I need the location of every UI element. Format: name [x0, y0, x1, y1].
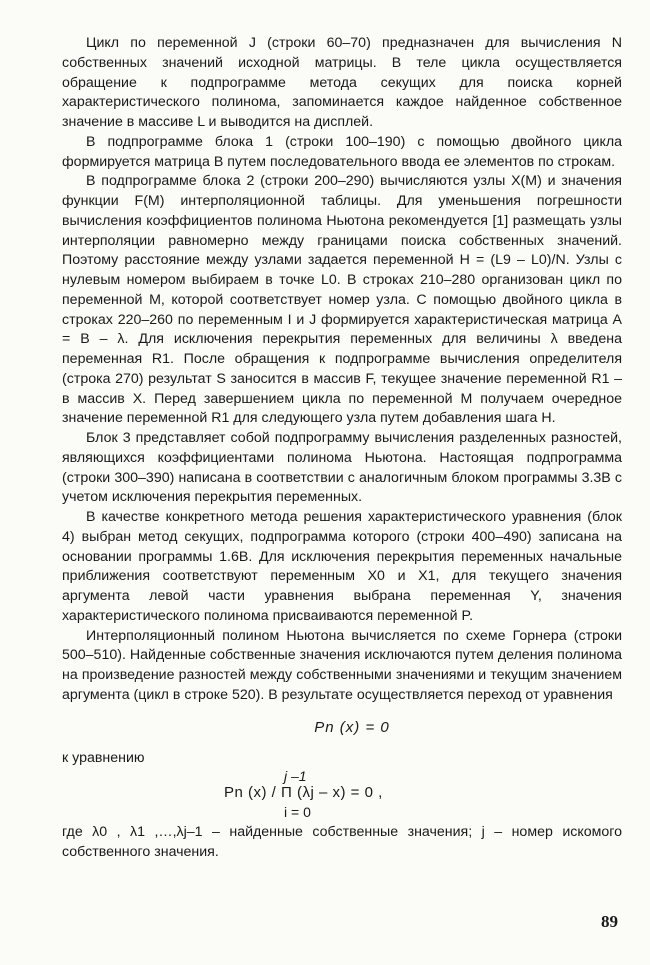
equation-polynomial: Pn (x) = 0 — [314, 718, 390, 736]
closing-text: где λ0 , λ1 ,…,λj–1 – найденные собственные значения; j – номер искомого собственного значения. — [62, 824, 622, 860]
paragraph-6: Интерполяционный полином Ньютона вычисляется по схеме Горнера (строки 500–510). Найденные собственные значения исключаются путем деления полинома на произведение разностей между собственными значениями и текущим значением аргумента (цикл в строке 520). В результате осуществляется переход от уравнения — [62, 627, 622, 703]
equation-deflated — [62, 769, 622, 821]
paragraph-2: В подпрограмме блока 1 (строки 100–190) с помощью двойного цикла формируется матрица B путем последовательного ввода ее элементов по строкам. — [62, 133, 622, 170]
product-upper-limit: j –1 — [284, 768, 307, 784]
paragraph-5: В качестве конкретного метода решения характеристического уравнения (блок 4) выбран метод секущих, подпрограмма которого (строки 400–490) записана на основании программы 1.6В. Для исключения перекрытия переменных начальные приближения соответствуют переменным X0 и X1, для текущего значения аргумента левой части уравнения выбрана переменная Y, значения характеристического полинома присваиваются переменной P. — [62, 509, 622, 624]
lead-in-text: к уравнению — [62, 750, 145, 767]
paragraph-1: Цикл по переменной J (строки 60–70) предназначен для вычисления N собственных значений исходной матрицы. В теле цикла осуществляется обращение к подпрограмме метода секущих для поиска корней характеристического полинома, запоминается каждое найденное собственное значение в массиве L и выводится на дисплей. — [62, 35, 622, 130]
page-number: 89 — [601, 912, 618, 931]
paragraph-3: В подпрограмме блока 2 (строки 200–290) вычисляются узлы X(M) и значения функции F(M) интерполяционной таблицы. Для уменьшения погрешности вычисления коэффициентов полинома Ньютона рекомендуется [1] размещать узлы интерполяции равномерно между границами поиска собственных значений. Поэтому расстояние между узлами задается переменной H = (L9 – L0)/N. Узлы с нулевым номером выбираем в точке L0. В строках 210–280 организован цикл по переменной M, которой соответствует номер узла. С помощью двойного цикла в строках 220–260 по переменным I и J формируется характеристическая матрица A = B – λ. Для исключения перекрытия переменных для величины λ введена переменная R1. После обращения к подпрограмме вычисления определителя (строка 270) результат S заносится в массив F, текущее значение переменной R1 – в массив X. Перед завершением цикла по переменной M получаем очередное значение переменной R1 для следующего узла путем добавления шага H. — [62, 173, 622, 427]
paragraph-4: Блок 3 представляет собой подпрограмму вычисления разделенных разностей, являющихся коэффициентами полинома Ньютона. Настоящая подпрограмма (строки 300–390) написана в соответствии с аналогичным блоком программы 3.3В с учетом исключения перекрытия переменных. — [62, 430, 622, 506]
body-text — [62, 34, 622, 863]
product-expression: Pn (x) / Π (λj – x) = 0 , — [224, 784, 383, 801]
product-lower-limit: i = 0 — [284, 804, 311, 820]
